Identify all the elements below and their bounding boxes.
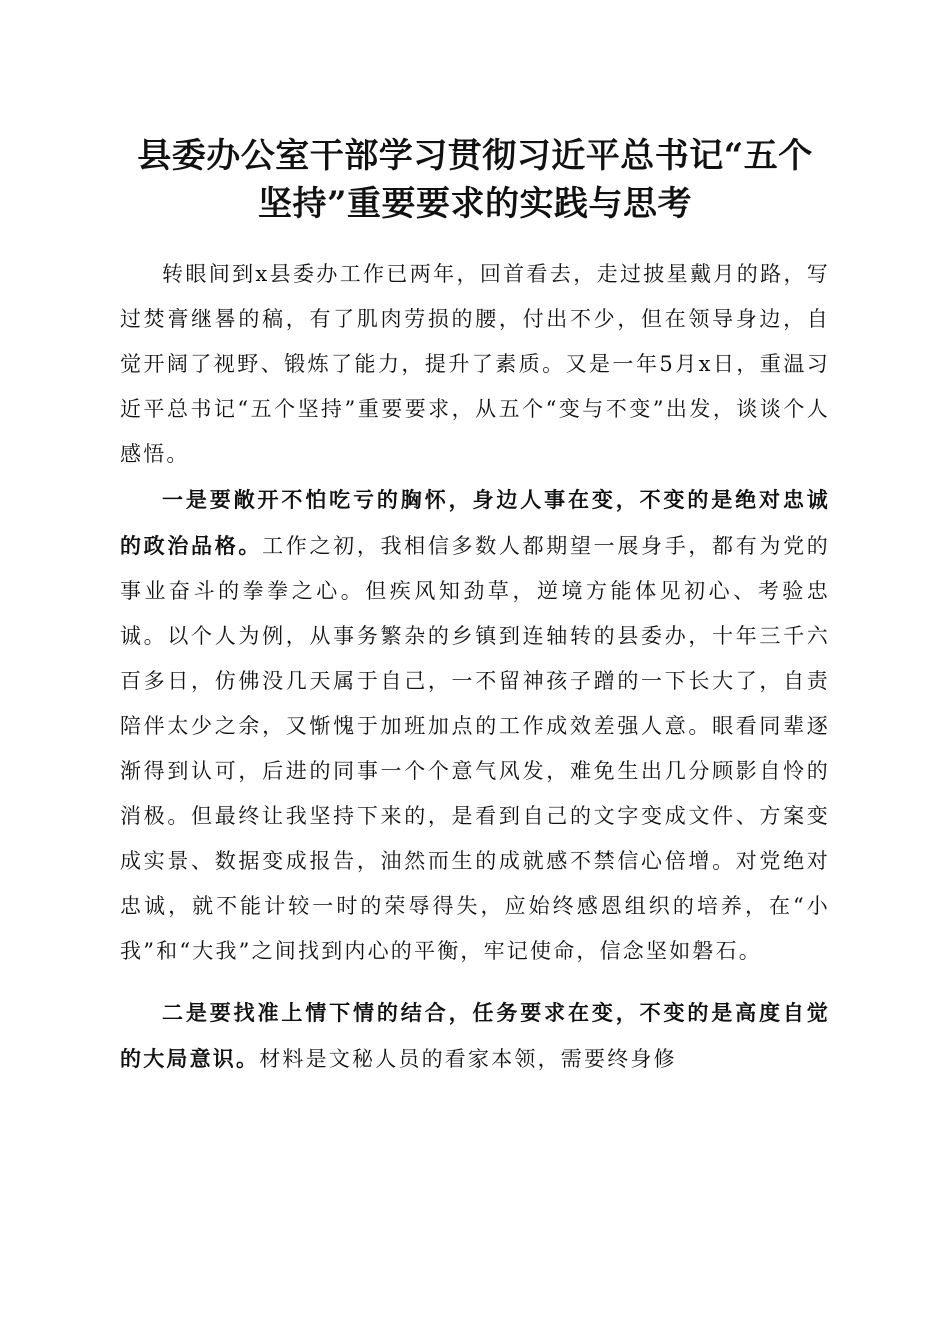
paragraph-lead: 二是要找准上情下情的结合，任务要求在变，不变的是高度自觉的大局意识。 bbox=[120, 1000, 830, 1071]
paragraph-text: 材料是文秘人员的看家本领，需要终身修 bbox=[259, 1047, 677, 1071]
title-line-1: 县委办公室干部学习贯彻习近平总书记“五个 bbox=[137, 136, 813, 176]
paragraph-intro bbox=[120, 252, 830, 477]
paragraph-text: 工作之初，我相信多数人都期望一展身手，都有为党的事业奋斗的拳拳之心。但疾风知劲草，逆境方能体见初心、考验忠诚。以个人为例，从事务繁杂的乡镇到连轴转的县委办，十年三千六百多日，仿佛没几天属于自己，一不留神孩子蹭的一下长大了，自责陪伴太少之余，又惭愧于加班加点的工作成效差强人意。眼看同辈逐渐得到认可，后进的同事一个个意气风发，难免生出几分顾影自怜的消极。但最终让我坚持下来的，是看到自己的文字变成文件、方案变成实景、数据变成报告，油然而生的成就感不禁信心倍增。对党绝对忠诚，就不能计较一时的荣辱得失，应始终感恩组织的培养，在“小我”和“大我”之间找到内心的平衡，牢记使命，信念坚如磐石。 bbox=[120, 534, 830, 963]
document-body bbox=[120, 252, 830, 1082]
paragraph-point-two bbox=[120, 990, 830, 1082]
paragraph-lead: 一是要敞开不怕吃亏的胸怀，身边人事在变，不变的是绝对忠诚的政治品格。 bbox=[120, 487, 830, 558]
paragraph-text: 转眼间到x县委办工作已两年，回首看去，走过披星戴月的路，写过焚膏继晷的稿，有了肌肉劳损的腰，付出不少，但在领导身边，自觉开阔了视野、锻炼了能力，提升了素质。又是一年5月x日，重温习近平总书记“五个坚持”重要要求，从五个“变与不变”出发，谈谈个人感悟。 bbox=[120, 262, 830, 466]
paragraph-point-one bbox=[120, 477, 830, 974]
document-title bbox=[100, 132, 850, 228]
title-line-2: 坚持”重要要求的实践与思考 bbox=[257, 184, 693, 224]
